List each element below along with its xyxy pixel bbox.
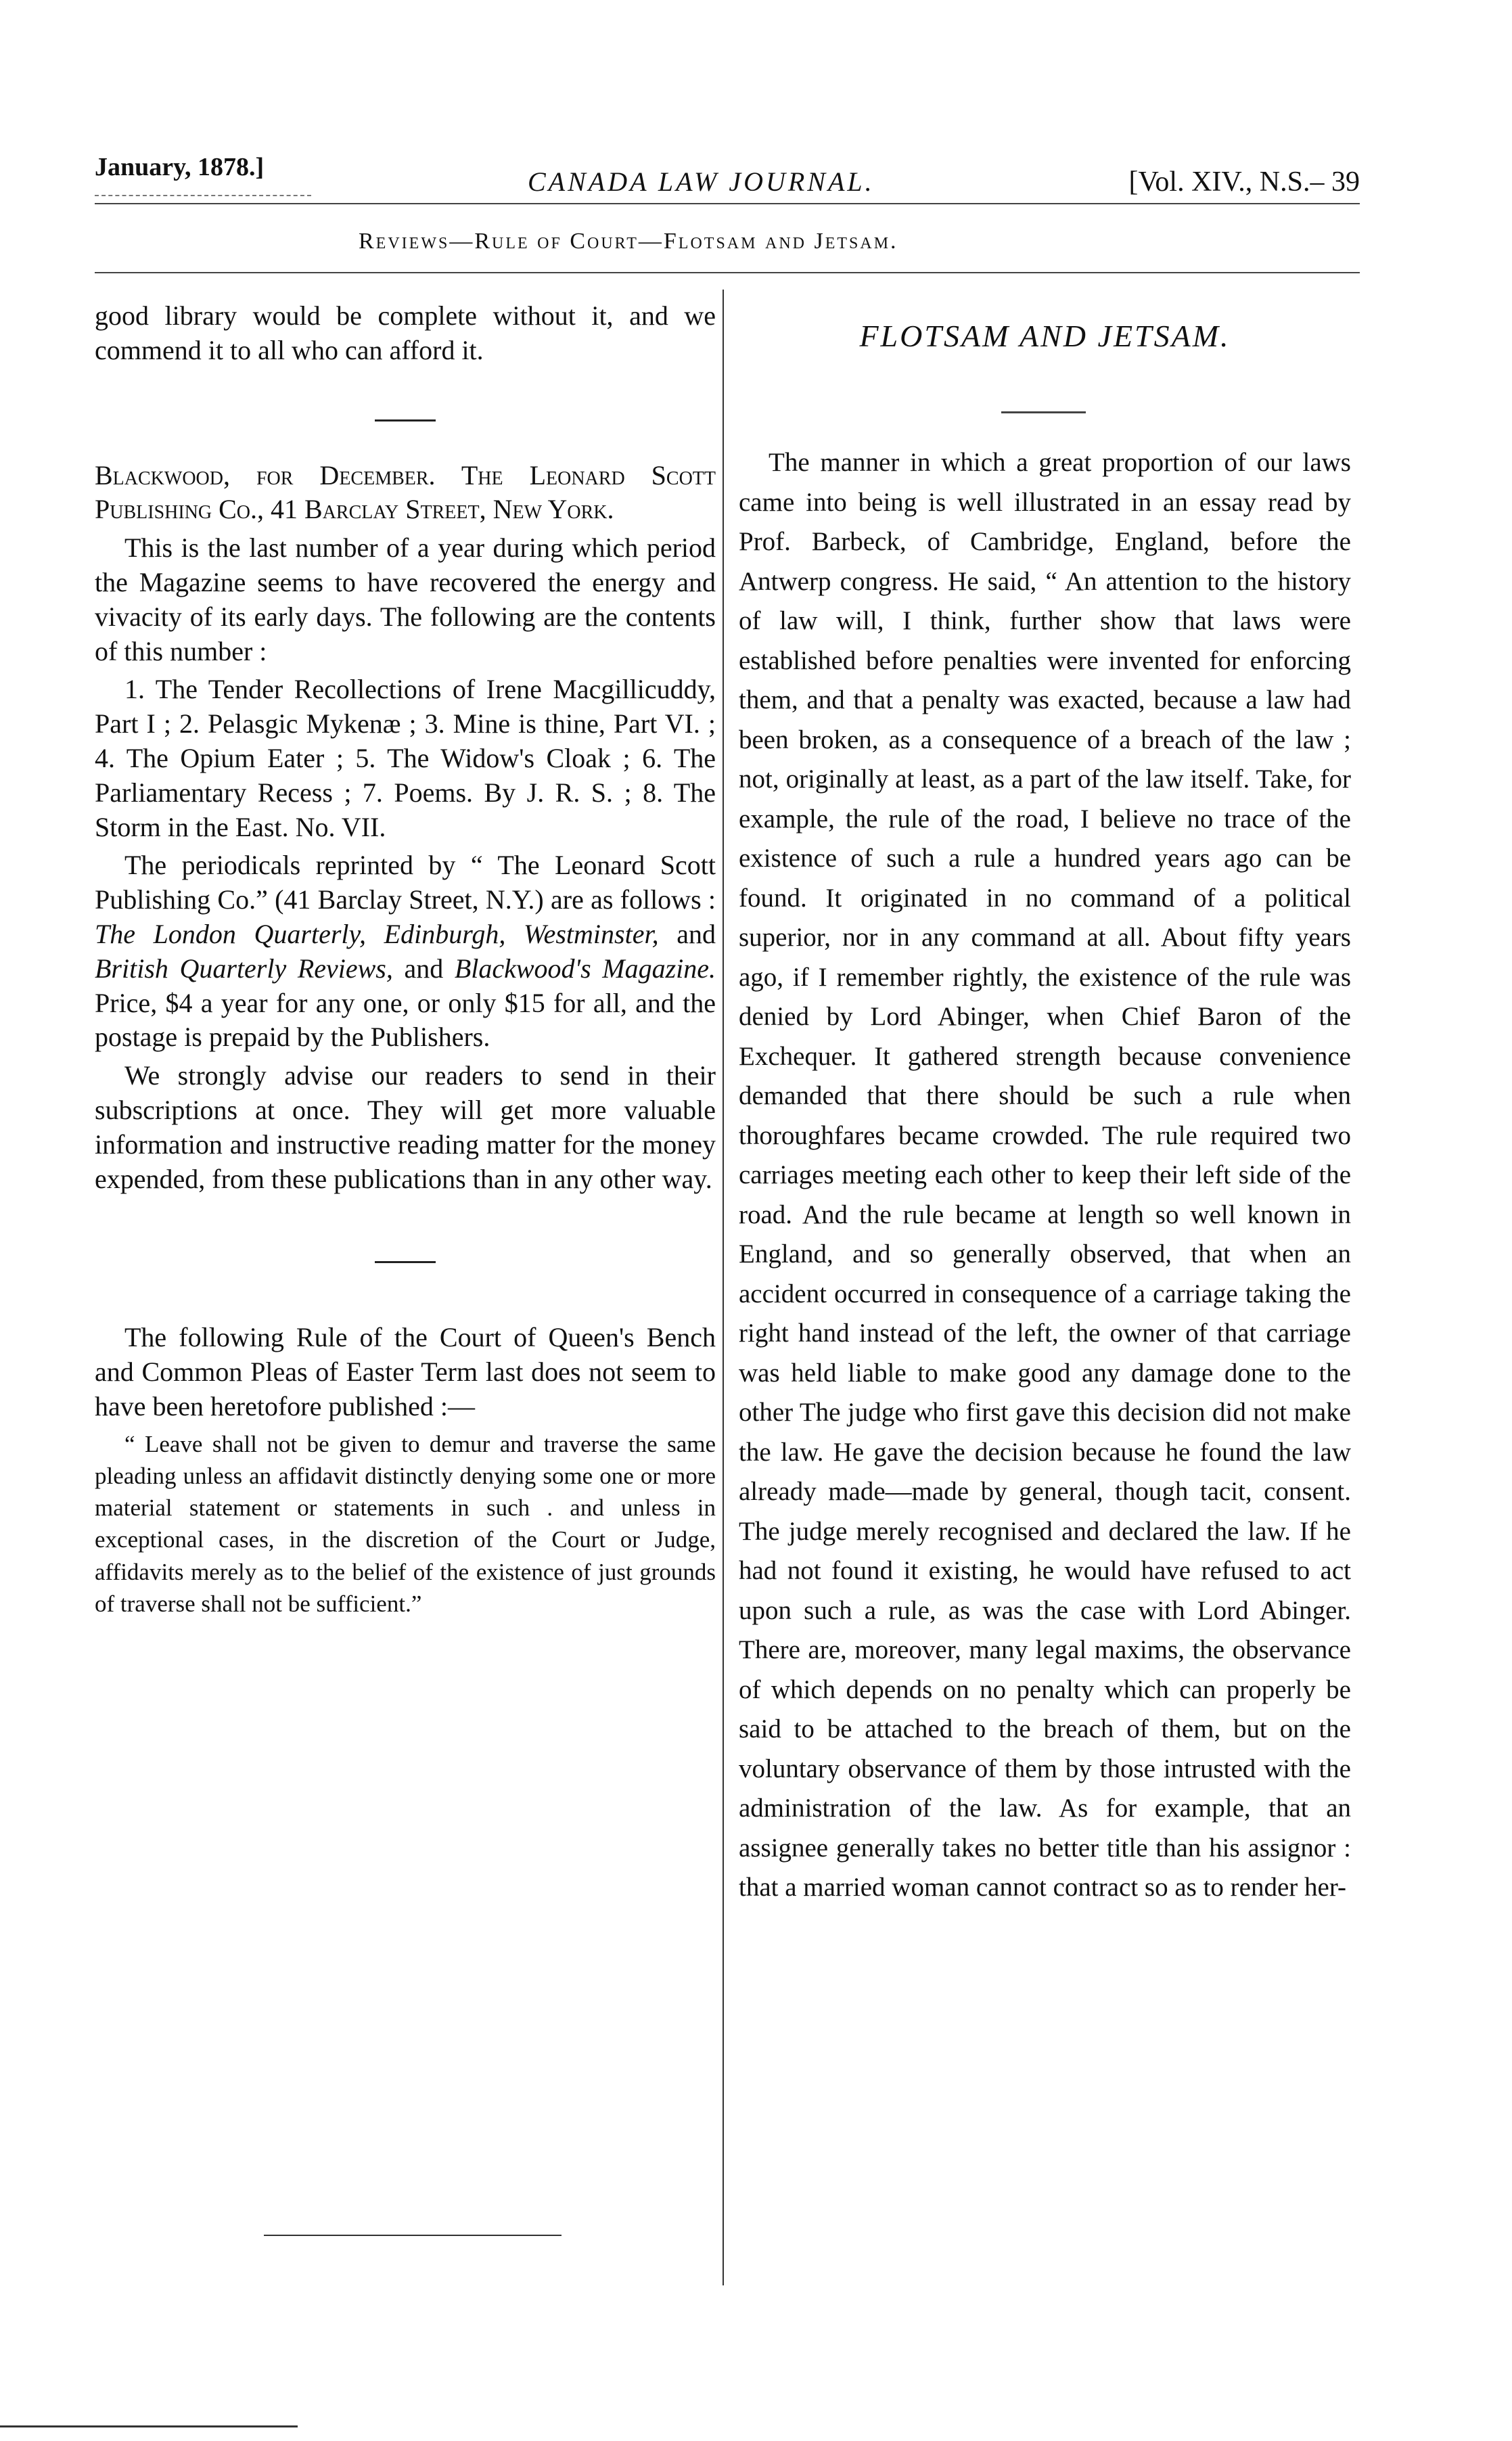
issue-date: January, 1878.] (95, 153, 265, 181)
volume-page-number: [Vol. XIV., N.S.– 39 (1128, 166, 1360, 198)
subscription-advice: We strongly advise our readers to send in their subscriptions at once. They will get more valuable information and instructive reading matter for the money expended, from these publications than in any other way. (95, 1060, 716, 1194)
journal-title: CANADA LAW JOURNAL. (528, 166, 875, 197)
section-heading: Reviews—Rule of Court—Flotsam and Jetsam. (359, 229, 898, 254)
blackwood-intro: This is the last number of a year during which period the Magazine seems to have recovered the energy and vivacity of its early days. The following are the contents of this number : (95, 532, 716, 666)
head-rule-left (95, 195, 311, 196)
blackwood-heading: Blackwood, for December. The Leonard Scott Publishing Co., 41 Barclay Street, New York. (95, 459, 716, 525)
right-column (739, 443, 1351, 1912)
rule-of-court-intro: The following Rule of the Court of Queen's Bench and Common Pleas of Easter Term last does not seem to have been heretofore published :— (95, 1322, 716, 1421)
head-rule (95, 203, 1360, 204)
blackwood-contents: 1. The Tender Recollections of Irene Macgillicuddy, Part I ; 2. Pelasgic Mykenæ ; 3. Mine is thine, Part VI. ; 4. The Opium Eater ; 5. The Widow's Cloak ; 6. The Parliamentary Recess ; 7. Poems. By J. R. S. ; 8. The Storm in the East. No. VII. (95, 674, 716, 842)
flotsam-body: The manner in which a great proportion of our laws came into being is well illustrated in an essay read by Prof. Barbeck, of Cambridge, England, before the Antwerp congress. He said, “ An attention to the history of law will, I think, further show that laws were established before penalties were invented for enforcing them, and that a penalty was exacted, because a law had been broken, as a consequence of a breach of the law ; not, originally at least, as a part of the law itself. Take, for example, the rule of the road, I believe no trace of the existence of such a rule a hundred years ago can be found. It originated in no command of a political superior, nor in any command at all. About fifty years ago, if I remember rightly, the existence of the rule was denied by Lord Abinger, when Chief Baron of the Exchequer. It gathered strength because convenience demanded that there should be such a rule when thoroughfares became crowded. The rule required two carriages meeting each other to keep their left side of the road. And the rule became at length so well known in England, and so generally observed, that when an accident occurred in consequence of a carriage taking the right hand instead of the left, the owner of that carriage was held liable to make good any damage done to the other The judge who first gave this decision did not make the law. He gave the decision because he found the law already made—made by general, though tacit, consent. The judge merely recognised and declared the law. If he had not found it existing, he would have refused to act upon such a rule, as was the case with Lord Abinger. There are, moreover, many legal maxims, the observance of which depends on no penalty which can properly be said to be attached to the breach of them, but on the voluntary observance of them by those intrusted with the administration of the law. As for example, that an assignee generally takes no better title than his assignor : that a married woman cannot contract so as to render her- (739, 448, 1351, 1902)
end-rule (264, 2235, 562, 2236)
left-column (95, 299, 716, 1624)
rule-of-court-quote: “ Leave shall not be given to demur and traverse the same pleading unless an affidavit distinctly denying some one or more material statement or statements in such . and unless in exceptional cases, in the discretion of the Court or Judge, affidavits merely as to the belief of the existence of just grounds of traverse shall not be sufficient.” (95, 1430, 716, 1617)
flotsam-title: FLOTSAM AND JETSAM. (859, 319, 1231, 353)
periodicals-paragraph: The periodicals reprinted by “ The Leonard Scott Publishing Co.” (41 Barclay Street, N.Y.) are as follows : The London Quarterly, Edinburgh, Westminster, and British Quarterly Reviews, and Blackwood's Magazine. Price, $4 a year for any one, or only $15 for all, and the postage is prepaid by the Publishers. (95, 850, 716, 1053)
section-rule (95, 272, 1360, 273)
title-rule (1001, 411, 1086, 413)
running-head (95, 152, 1360, 206)
review-continuation: good library would be complete without it, and we commend it to all who can afford it. (95, 300, 716, 365)
column-divider (723, 290, 724, 2285)
page-corner-rule (0, 2425, 298, 2427)
